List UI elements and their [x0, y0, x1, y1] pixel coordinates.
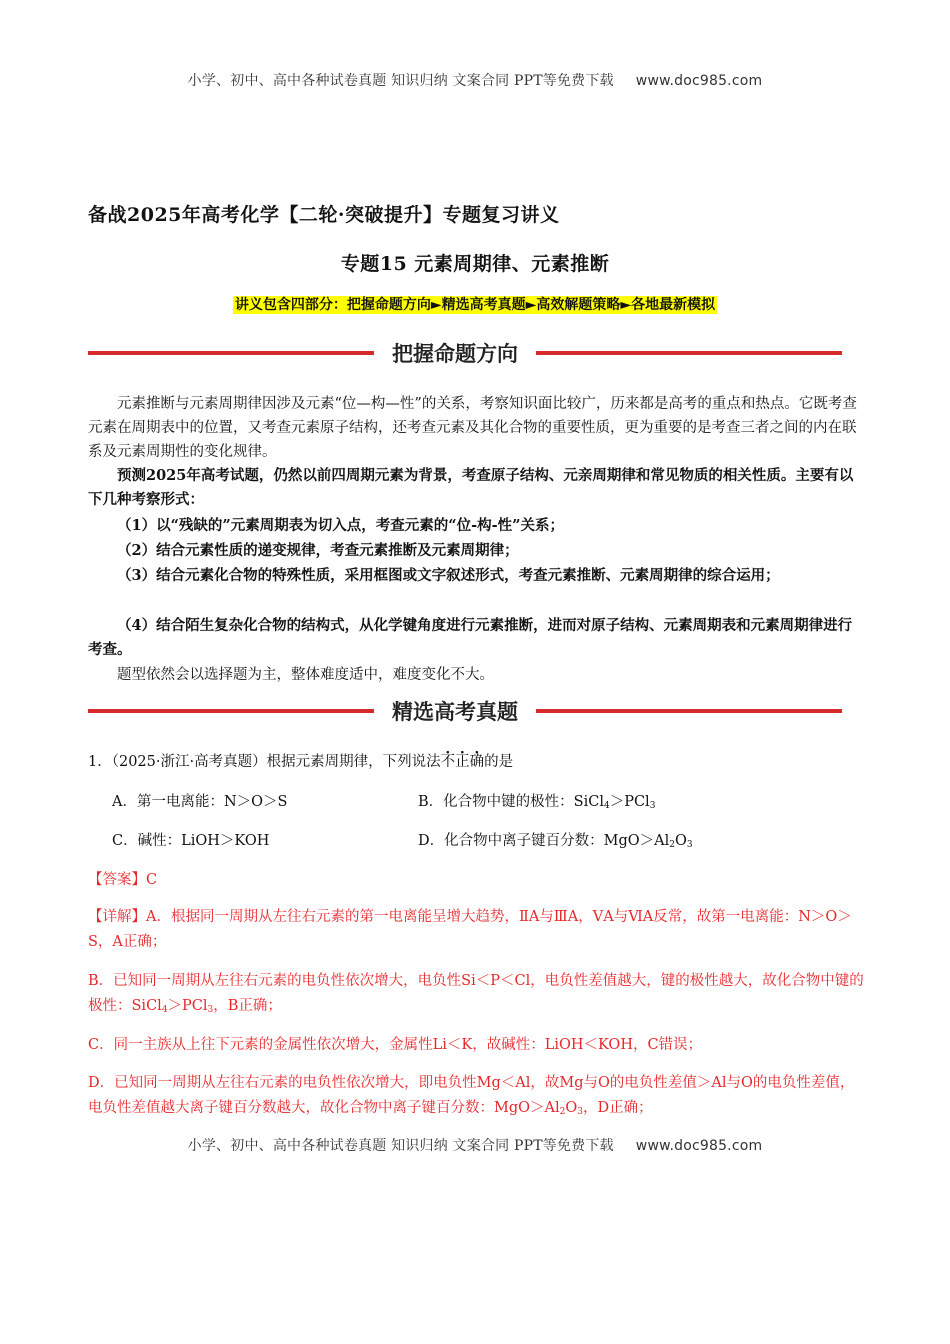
option-c: C．碱性：LiOH＞KOH: [112, 833, 270, 849]
page-header: [0, 70, 950, 90]
highlight-subtitle: [0, 294, 950, 314]
section-heading: 精选高考真题: [392, 700, 518, 724]
header-site-link[interactable]: www.doc985.com: [635, 73, 763, 89]
summary-paragraph: 题型依然会以选择题为主，整体难度适中，难度变化不大。: [117, 667, 494, 683]
section-heading: 把握命题方向: [392, 342, 518, 366]
explain-c: C．同一主族从上往下元素的金属性依次增大，金属性Li＜K，故碱性：LiOH＜KOH，C错误；: [88, 1037, 703, 1053]
emphasis-char: 不: [440, 754, 456, 770]
option-a: A．第一电离能：N＞O＞S: [112, 794, 288, 810]
explain-d: D．已知同一周期从左往右元素的电负性依次增大，即电负性Mg＜Al，故Mg与O的电负性差值＞Al与O的电负性差值，电负性差值越大离子键百分数越大，故化合物中离子键百分数：$MgO>Al_2O_3$，D正确；: [88, 1075, 855, 1117]
option-d: D．化合物中离子键百分数：$MgO>Al_2O_3$: [418, 833, 693, 850]
header-text: 小学、初中、高中各种试卷真题 知识归纳 文案合同 PPT等免费下载: [187, 73, 614, 89]
footer-site-link[interactable]: www.doc985.com: [635, 1138, 763, 1154]
option-b: B．化合物中键的极性：SiCl$_4$＞PCl$_3$: [418, 794, 656, 811]
list-item: （1）以“残缺的”元素周期表为切入点，考查元素的“位-构-性”关系；: [117, 517, 564, 534]
list-item: （2）结合元素性质的递变规律，考查元素推断及元素周期律；: [117, 542, 519, 559]
question-text-end: 的是: [484, 754, 514, 770]
emphasis-char: 确: [469, 754, 485, 770]
section-banner-direction: [88, 338, 842, 368]
subtitle-text: 讲义包含四部分：把握命题方向►精选高考真题►高效解题策略►各地最新模拟: [234, 297, 716, 313]
footer-text: 小学、初中、高中各种试卷真题 知识归纳 文案合同 PPT等免费下载: [187, 1138, 614, 1154]
explain-b: B．已知同一周期从左往右元素的电负性依次增大，电负性Si＜P＜Cl，电负性差值越大，键的极性越大，故化合物中键的极性：SiCl$_4$＞PCl$_3$，B正确；: [88, 973, 864, 1015]
page-footer: [0, 1135, 950, 1155]
document-title: 备战2025年高考化学【二轮·突破提升】专题复习讲义: [88, 204, 560, 226]
answer-label: 【答案】C: [88, 872, 158, 888]
list-item: （4）结合陌生复杂化合物的结构式，从化学键角度进行元素推断，进而对原子结构、元素周期表和元素周期律进行考查。: [88, 617, 853, 658]
intro-paragraph: 元素推断与元素周期律因涉及元素“位—构—性”的关系，考察知识面比较广，历来都是高考的重点和热点。它既考查元素在周期表中的位置，又考查元素原子结构，还考查元素及其化合物的重要性质，更为重要的是考查三者之间的内在联系及元素周期性的变化规律。: [88, 396, 857, 460]
explain-label: 【详解】: [88, 909, 146, 925]
prediction-paragraph: 预测2025年高考试题，仍然以前四周期元素为背景，考查原子结构、元亲周期律和常见物质的相关性质。主要有以下几种考察形式：: [88, 467, 854, 508]
section-banner-real-exams: [88, 696, 842, 726]
banner-line-left: [88, 709, 374, 713]
banner-line-right: [536, 709, 842, 713]
explain-a: 【详解】A．根据同一周期从左往右元素的第一电离能呈增大趋势，ⅡA与ⅢA，ⅤA与ⅥA反常，故第一电离能：N＞O＞S，A正确；: [88, 909, 852, 950]
emphasis-char: 正: [455, 754, 470, 770]
list-item: （3）结合元素化合物的特殊性质，采用框图或文字叙述形式，考查元素推断、元素周期律的综合运用；: [117, 567, 780, 584]
topic-title: 专题15 元素周期律、元素推断: [340, 253, 610, 275]
banner-line-left: [88, 351, 374, 355]
question-text: 1．（2025·浙江·高考真题）根据元素周期律，下列说法: [88, 754, 441, 770]
banner-line-right: [536, 351, 842, 355]
question-stem: [88, 750, 866, 774]
